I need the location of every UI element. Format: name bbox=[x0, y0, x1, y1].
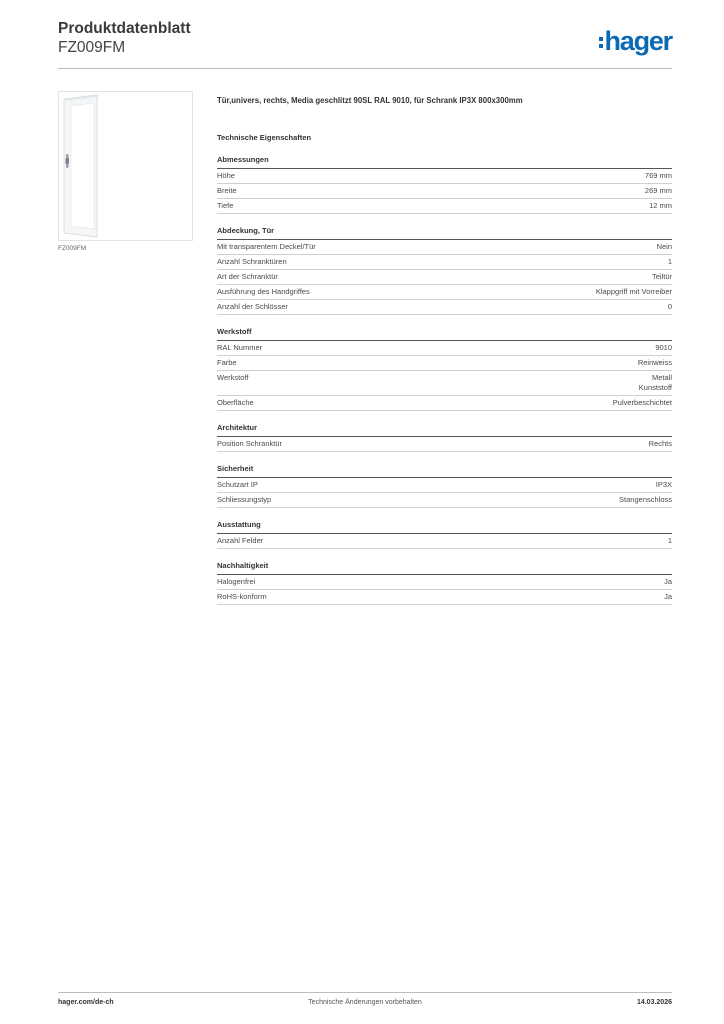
image-caption: FZ009FM bbox=[58, 245, 87, 252]
spec-value bbox=[668, 302, 672, 312]
product-description: Tür,univers, rechts, Media geschlitzt 90SL RAL 9010, für Schrank IP3X 800x300mm bbox=[217, 96, 523, 105]
spec-row bbox=[217, 396, 672, 411]
hager-logo bbox=[599, 27, 672, 55]
section-title: Sicherheit bbox=[217, 464, 672, 478]
spec-label: Höhe bbox=[217, 171, 235, 180]
document-title: Produktdatenblatt bbox=[58, 20, 191, 37]
spec-row bbox=[217, 493, 672, 508]
spec-value-line: Pulverbeschichtet bbox=[612, 398, 672, 407]
header-divider bbox=[58, 68, 672, 69]
spec-value bbox=[619, 495, 672, 505]
spec-sections bbox=[217, 155, 672, 605]
spec-value bbox=[638, 358, 672, 368]
spec-label: Schliessungstyp bbox=[217, 495, 272, 504]
spec-value bbox=[664, 577, 672, 587]
spec-label: Schutzart IP bbox=[217, 480, 258, 489]
section-title: Ausstattung bbox=[217, 520, 672, 534]
section-title: Werkstoff bbox=[217, 327, 672, 341]
spec-value bbox=[649, 439, 672, 449]
spec-value bbox=[652, 272, 672, 282]
section-title: Abdeckung, Tür bbox=[217, 226, 672, 240]
spec-row bbox=[217, 270, 672, 285]
tech-properties-heading: Technische Eigenschaften bbox=[217, 133, 312, 142]
spec-section bbox=[217, 327, 672, 411]
spec-value bbox=[645, 171, 672, 181]
spec-section bbox=[217, 520, 672, 549]
logo-text: hager bbox=[604, 26, 672, 56]
spec-label: Ausführung des Handgriffes bbox=[217, 287, 310, 296]
spec-value-line: 0 bbox=[667, 302, 672, 311]
spec-label: Anzahl Schranktüren bbox=[217, 257, 287, 266]
spec-row bbox=[217, 255, 672, 270]
spec-value-line: 1 bbox=[667, 536, 672, 545]
spec-value bbox=[656, 480, 672, 490]
section-title: Architektur bbox=[217, 423, 672, 437]
spec-value-line: Reinweiss bbox=[637, 358, 672, 367]
door-illustration-icon bbox=[59, 92, 192, 240]
spec-value bbox=[639, 373, 672, 393]
spec-value-line: Ja bbox=[664, 592, 672, 601]
spec-section bbox=[217, 423, 672, 452]
section-title: Nachhaltigkeit bbox=[217, 561, 672, 575]
page-header bbox=[58, 20, 672, 68]
spec-label: Anzahl Felder bbox=[217, 536, 264, 545]
footer-date: 14.03.2026 bbox=[636, 999, 672, 1006]
footer-divider bbox=[58, 992, 672, 993]
spec-section bbox=[217, 155, 672, 214]
footer-website[interactable]: hager.com/de-ch bbox=[58, 999, 114, 1006]
spec-row bbox=[217, 534, 672, 549]
spec-value bbox=[596, 287, 672, 297]
spec-row bbox=[217, 169, 672, 184]
spec-value-line: Kunststoff bbox=[638, 383, 672, 392]
spec-row bbox=[217, 371, 672, 396]
spec-label: Mit transparentem Deckel/Tür bbox=[217, 242, 316, 251]
spec-value-line: Ja bbox=[664, 577, 672, 586]
spec-label: Art der Schranktür bbox=[217, 272, 278, 281]
spec-label: Breite bbox=[217, 186, 237, 195]
spec-row bbox=[217, 575, 672, 590]
spec-label: Werkstoff bbox=[217, 373, 249, 382]
spec-value bbox=[655, 343, 672, 353]
spec-row bbox=[217, 437, 672, 452]
spec-label: RAL Nummer bbox=[217, 343, 263, 352]
spec-value-line: Nein bbox=[656, 242, 672, 251]
spec-value-line: 1 bbox=[667, 257, 672, 266]
spec-content bbox=[217, 96, 672, 617]
spec-row bbox=[217, 285, 672, 300]
logo-dots-icon bbox=[599, 37, 603, 48]
spec-value-line: 9010 bbox=[655, 343, 672, 352]
page-footer bbox=[58, 999, 672, 1011]
spec-section bbox=[217, 561, 672, 605]
spec-label: Oberfläche bbox=[217, 398, 254, 407]
spec-value-line: IP3X bbox=[655, 480, 672, 489]
spec-label: Tiefe bbox=[217, 201, 234, 210]
spec-value-line: Metall bbox=[651, 373, 672, 382]
spec-row bbox=[217, 590, 672, 605]
spec-row bbox=[217, 199, 672, 214]
spec-label: Halogenfrei bbox=[217, 577, 256, 586]
spec-value bbox=[664, 592, 672, 602]
spec-row bbox=[217, 341, 672, 356]
spec-row bbox=[217, 184, 672, 199]
spec-value-line: Stangenschloss bbox=[619, 495, 672, 504]
footer-notice: Technische Änderungen vorbehalten bbox=[308, 999, 422, 1006]
section-title: Abmessungen bbox=[217, 155, 672, 169]
spec-value-line: Klappgriff mit Vorreiber bbox=[595, 287, 672, 296]
spec-label: Anzahl der Schlösser bbox=[217, 302, 288, 311]
spec-row bbox=[217, 478, 672, 493]
spec-value-line: 269 mm bbox=[644, 186, 672, 195]
spec-label: Position Schranktür bbox=[217, 439, 283, 448]
spec-section bbox=[217, 464, 672, 508]
spec-value-line: Rechts bbox=[648, 439, 672, 448]
spec-row bbox=[217, 240, 672, 255]
spec-value-line: 769 mm bbox=[644, 171, 672, 180]
spec-row bbox=[217, 356, 672, 371]
spec-row bbox=[217, 300, 672, 315]
spec-label: RoHS-konform bbox=[217, 592, 267, 601]
spec-value bbox=[668, 536, 672, 546]
spec-value bbox=[645, 186, 672, 196]
product-image bbox=[58, 91, 193, 241]
spec-value-line: 12 mm bbox=[649, 201, 672, 210]
spec-section bbox=[217, 226, 672, 315]
spec-value-line: Teiltür bbox=[651, 272, 672, 281]
spec-value bbox=[649, 201, 672, 211]
spec-value bbox=[668, 257, 672, 267]
spec-value bbox=[613, 398, 672, 408]
spec-value bbox=[657, 242, 672, 252]
product-code: FZ009FM bbox=[58, 39, 126, 56]
spec-label: Farbe bbox=[217, 358, 237, 367]
